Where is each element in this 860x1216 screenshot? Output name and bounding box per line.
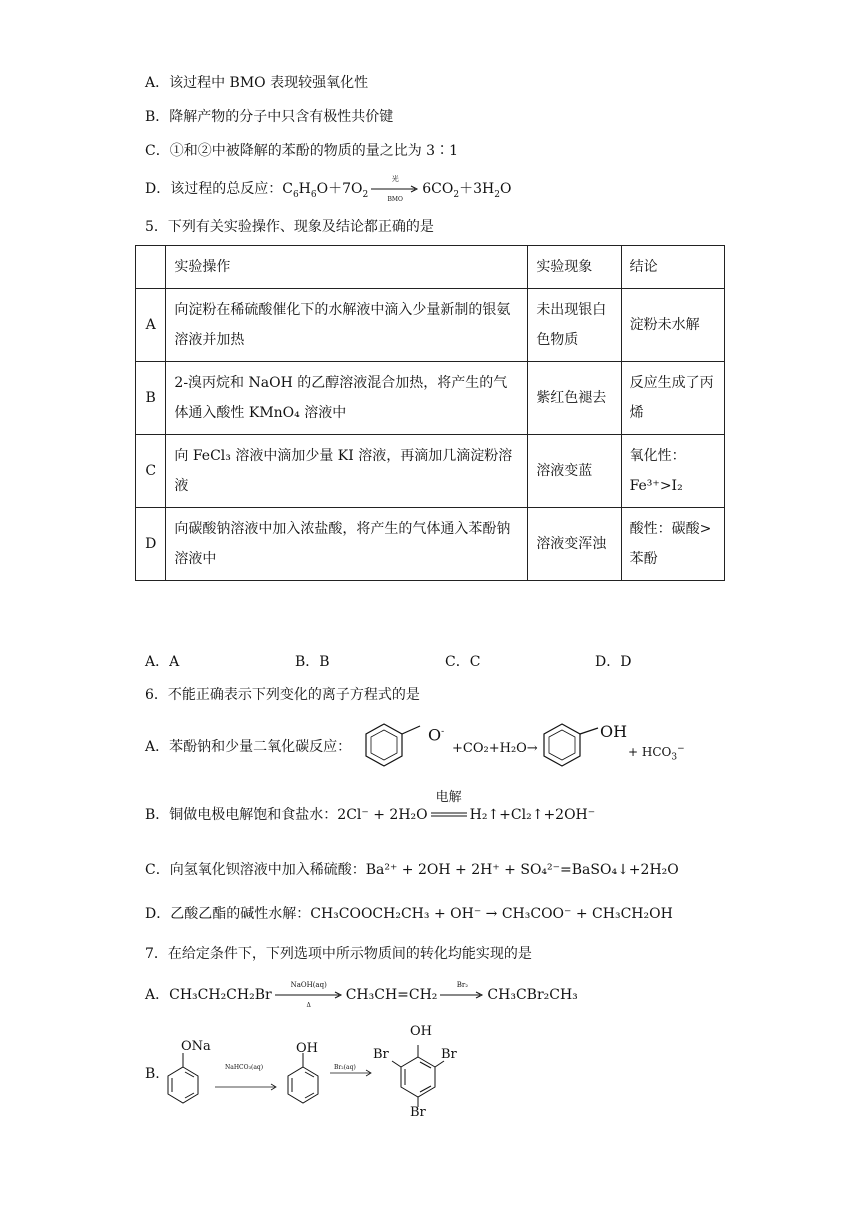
table-row <box>136 289 725 362</box>
q7-option-b-label: B. <box>145 1066 160 1082</box>
row-operation: 2-溴丙烷和 NaOH 的乙醇溶液混合加热，将产生的气体通入酸性 KMnO₄ 溶液中 <box>166 362 528 435</box>
b-br-bottom: Br <box>410 1105 426 1120</box>
q5-options <box>145 651 745 671</box>
row-phenomenon: 紫红色褪去 <box>528 362 621 435</box>
row-label: D <box>136 508 166 581</box>
table-row <box>136 362 725 435</box>
phenoxide-structure <box>362 720 422 772</box>
q5-option-c: C．C <box>445 654 481 670</box>
bicarbonate: + $HCO_3^-$ <box>628 744 685 763</box>
phenol-oh: OH <box>600 722 628 741</box>
phenoxide-o: O- <box>428 725 445 745</box>
table-header-cell: 实验操作 <box>166 246 528 289</box>
b-br-right: Br <box>441 1047 457 1062</box>
q7-stem: 7．在给定条件下，下列选项中所示物质间的转化均能实现的是 <box>145 946 532 962</box>
row-label: A <box>136 289 166 362</box>
row-operation: 向碳酸钠溶液中加入浓盐酸，将产生的气体通入苯酚钠溶液中 <box>166 508 528 581</box>
reaction-arrow: 光 BMO <box>371 179 419 199</box>
q4-option-c: C．①和②中被降解的苯酚的物质的量之比为 3∶1 <box>145 143 458 159</box>
row-phenomenon: 溶液变蓝 <box>528 435 621 508</box>
row-phenomenon: 未出现银白色物质 <box>528 289 621 362</box>
b-cond1: NaHCO₃(aq) <box>225 1064 264 1071</box>
row-operation: 向淀粉在稀硫酸催化下的水解液中滴入少量新制的银氨溶液并加热 <box>166 289 528 362</box>
q6-option-a-label: A．苯酚钠和少量二氧化碳反应： <box>145 739 352 755</box>
row-conclusion: 酸性：碳酸>苯酚 <box>621 508 724 581</box>
b-oh1: OH <box>296 1041 318 1056</box>
q6-option-d: D．乙酸乙酯的碱性水解：CH₃COOCH₂CH₃ + OH⁻ → CH₃COO⁻ + CH₃CH₂OH <box>145 906 673 922</box>
table-header-cell: 结论 <box>621 246 724 289</box>
electrolysis-equals: 电解 <box>435 790 462 805</box>
row-phenomenon: 溶液变浑浊 <box>528 508 621 581</box>
q5-stem: 5．下列有关实验操作、现象及结论都正确的是 <box>145 219 434 235</box>
q6-option-c: C．向氢氧化钡溶液中加入稀硫酸：Ba²⁺ + 2OH + 2H⁺ + SO₄²⁻=BaSO₄↓+2H₂O <box>145 862 679 878</box>
q6-option-b: B．铜做电极电解饱和食盐水：2Cl⁻ + 2H₂O 电解 H₂↑+Cl₂↑+2OH⁻ <box>145 790 596 823</box>
b-cond2: Br₂(aq) <box>334 1064 356 1071</box>
reaction-arrow: Br₂ <box>440 985 484 1005</box>
table-header-cell: 实验现象 <box>528 246 621 289</box>
q4-option-a: A．该过程中 BMO 表现较强氧化性 <box>145 75 369 91</box>
b-ona-label: ONa <box>181 1039 211 1054</box>
b-br-left: Br <box>373 1047 389 1062</box>
q5-option-d: D．D <box>595 654 632 670</box>
q6-option-a-mid: +CO₂+H₂O→ <box>452 741 538 756</box>
row-label: B <box>136 362 166 435</box>
b-oh2: OH <box>410 1024 432 1039</box>
q5-option-a: A．A <box>145 654 180 670</box>
table-header-row <box>136 246 725 289</box>
q5-table <box>135 245 725 581</box>
q5-option-b: B．B <box>295 654 330 670</box>
row-conclusion: 反应生成了丙烯 <box>621 362 724 435</box>
q6-stem: 6．不能正确表示下列变化的离子方程式的是 <box>145 687 420 703</box>
table-row <box>136 508 725 581</box>
phenol-structure <box>540 720 600 772</box>
table-row <box>136 435 725 508</box>
row-operation: 向 FeCl₃ 溶液中滴加少量 KI 溶液，再滴加几滴淀粉溶液 <box>166 435 528 508</box>
q7-option-a: A．CH₃CH₂CH₂Br NaOH(aq) Δ CH₃CH=CH₂ Br₂ CH₃CBr₂CH₃ <box>145 981 578 1009</box>
row-label: C <box>136 435 166 508</box>
q4-option-d: D．该过程的总反应：$C_6H_6O+7O_2$ 光 BMO $6CO_2+3H_2O$ <box>145 175 512 203</box>
reaction-arrow: NaOH(aq) Δ <box>275 985 343 1005</box>
table-header-cell <box>136 246 166 289</box>
row-conclusion: 淀粉未水解 <box>621 289 724 362</box>
row-conclusion: 氧化性：Fe³⁺>I₂ <box>621 435 724 508</box>
q4-option-b: B．降解产物的分子中只含有极性共价键 <box>145 109 394 125</box>
